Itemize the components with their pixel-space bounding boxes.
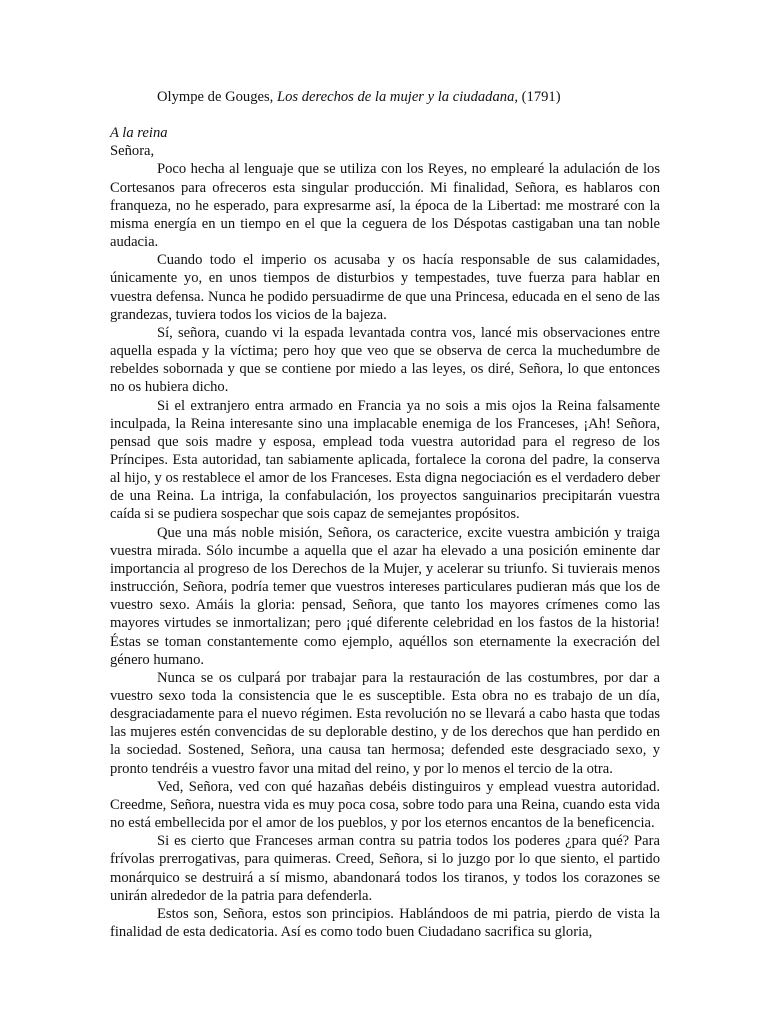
salutation: Señora, [110, 143, 155, 160]
section-heading: A la reina [110, 125, 168, 142]
document-header [110, 88, 660, 106]
header-spacer [110, 106, 660, 124]
paragraph-8: Si es cierto que Franceses arman contra su patria todos los poderes ¿para qué? Para frívolas prerrogativas, para quimeras. Creed, Señora, si lo juzgo por lo que siento, el partido monárquico se destruirá a sí mismo, abandonará todos los tiranos, y todos los corazones se unirán alrededor de la patria para defenderla. [110, 833, 660, 904]
header-year: (1791) [518, 89, 561, 105]
paragraph-6: Nunca se os culpará por trabajar para la restauración de las costumbres, por dar a vuestro sexo toda la consistencia que le es susceptible. Esta obra no es trabajo de un día, desgraciadamente para el nuevo régimen. Esta revolución no se llevará a cabo hasta que todas las mujeres estén convencidas de su deplorable destino, y de los derechos que han perdido en la sociedad. Sostened, Señora, una causa tan hermosa; defended este desgraciado sexo, y pronto tendréis a vuestro favor una mitad del reino, y por lo menos el tercio de la otra. [110, 669, 660, 777]
paragraph-9: Estos son, Señora, estos son principios. Hablándoos de mi patria, pierdo de vista la finalidad de esta dedicatoria. Así es como todo buen Ciudadano sacrifica su gloria, [110, 905, 660, 941]
header-author: Olympe de Gouges, [157, 89, 277, 105]
paragraph-1: Poco hecha al lenguaje que se utiliza con los Reyes, no emplearé la adulación de los Cortesanos para ofreceros esta singular producción. Mi finalidad, Señora, es hablaros con franqueza, no he esperado, para expresarme así, la época de la Libertad: me mostraré con la misma energía en un tiempo en el que la ceguera de los Déspotas castigaban una tan noble audacia. [110, 161, 660, 251]
paragraph-3: Sí, señora, cuando vi la espada levantada contra vos, lancé mis observaciones entre aquella espada y la víctima; pero hoy que veo que se observa de cerca la muchedumbre de rebeldes sobornada y que se contiene por miedo a las leyes, os diré, Señora, lo que entonces no os hubiera dicho. [110, 324, 660, 396]
paragraph-7: Ved, Señora, ved con qué hazañas debéis distinguiros y emplead vuestra autoridad. Creedme, Señora, nuestra vida es muy poca cosa, sobre todo para una Reina, cuando esta vida no está embellecida por el amor de los pueblos, y por los eternos encantos de la beneficencia. [110, 778, 660, 832]
header-title: Los derechos de la mujer y la ciudadana, [276, 89, 519, 105]
paragraph-2: Cuando todo el imperio os acusaba y os hacía responsable de sus calamidades, únicamente yo, en unos tiempos de disturbios y tempestades, tuve fuerza para hablar en vuestra defensa. Nunca he podido persuadirme de que una Princesa, educada en el seno de las grandezas, tuviera todos los vicios de la bajeza. [110, 252, 660, 323]
document-page [110, 88, 660, 941]
paragraph-5: Que una más noble misión, Señora, os caracterice, excite vuestra ambición y traiga vuestra mirada. Sólo incumbe a aquella que el azar ha elevado a una posición eminente dar importancia al progreso de los Derechos de la Mujer, y acelerar su triunfo. Si tuvierais menos instrucción, Señora, podría temer que vuestros intereses particulares pudieran más que los de vuestro sexo. Amáis la gloria: pensad, Señora, que tanto los mayores crímenes como las mayores virtudes se inmortalizan; pero ¡qué diferente celebridad en los fastos de la historia! Éstas se toman constantemente como ejemplo, aquéllos son eternamente la execración del género humano. [110, 524, 660, 668]
paragraph-4: Si el extranjero entra armado en Francia ya no sois a mis ojos la Reina falsamente inculpada, la Reina interesante sino una implacable enemiga de los Franceses, ¡Ah! Señora, pensad que sois madre y esposa, emplead toda vuestra autoridad para el regreso de los Príncipes. Esta autoridad, tan sabiamente aplicada, fortalece la corona del padre, la conserva al hijo, y os restablece el amor de los Franceses. Esta digna negociación es el verdadero deber de una Reina. La intriga, la confabulación, los proyectos sanguinarios precipitarán vuestra caída si se pudiera sospechar que sois capaz de semejantes propósitos. [110, 397, 660, 523]
